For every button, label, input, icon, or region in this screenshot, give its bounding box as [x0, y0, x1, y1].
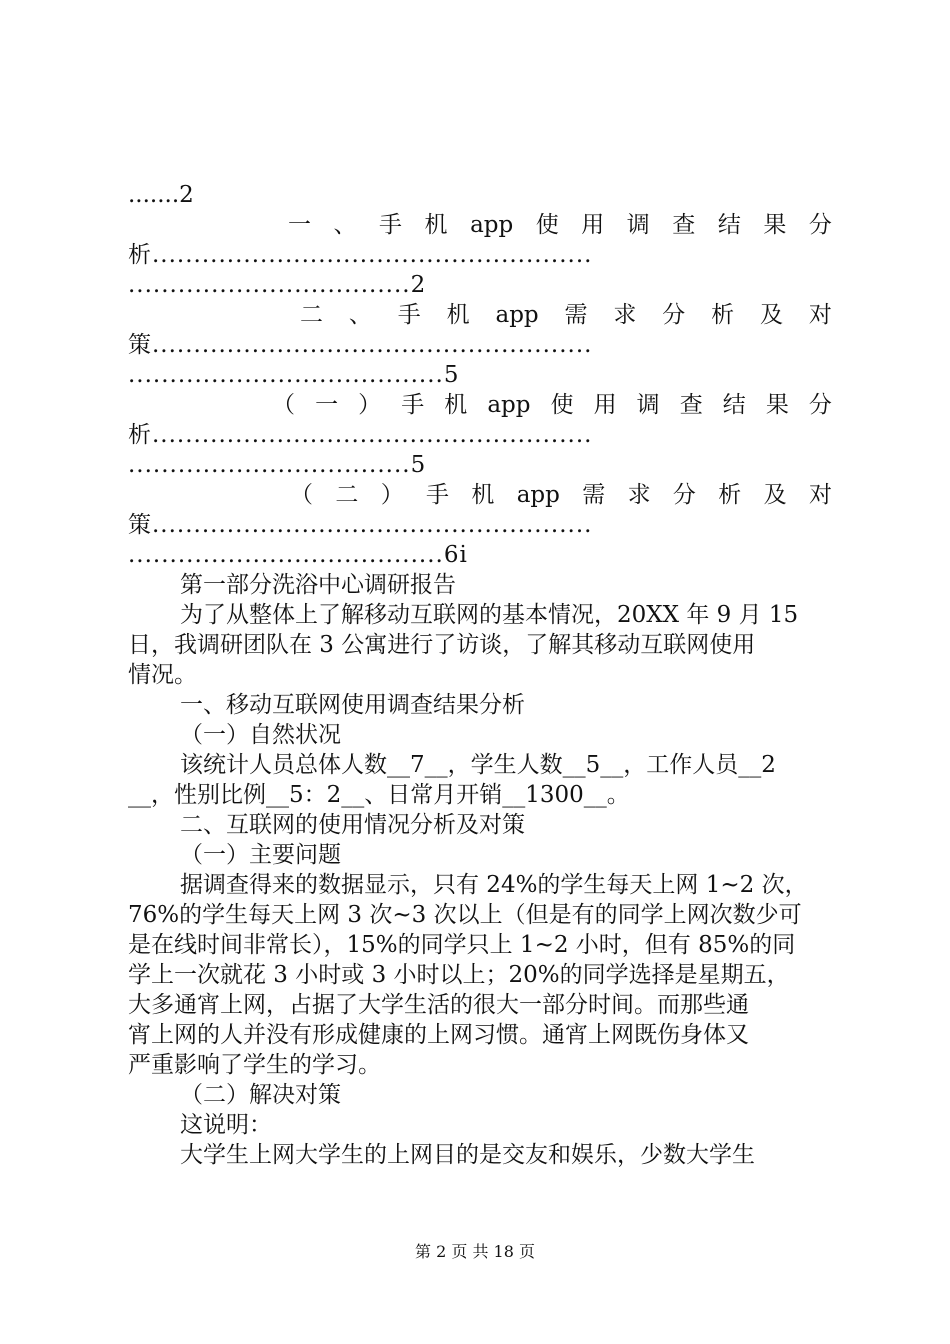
toc-heading-char: 求 [627, 482, 651, 508]
toc-continuation: .......2 [128, 182, 194, 208]
toc-heading-char: 果 [763, 212, 787, 238]
toc-heading-char: 调 [626, 212, 650, 238]
paragraph-line: __，性别比例__5：2__、日常月开销__1300__。 [128, 782, 630, 808]
toc-heading-char: 调 [636, 392, 660, 418]
paragraph-line: 76%的学生每天上网 3 次~3 次以上（但是有的同学上网次数少可 [128, 902, 802, 928]
toc-heading-char: 机 [444, 392, 468, 418]
toc-heading-char: ） [380, 482, 404, 508]
toc-heading-char: 分 [662, 302, 686, 328]
toc-heading-char: 结 [717, 212, 741, 238]
toc-heading-char: ） [358, 392, 382, 418]
toc-entry-4-page: ......................................6i [128, 542, 468, 568]
toc-heading-char: 机 [471, 482, 495, 508]
paragraph-line: 据调查得来的数据显示，只有 24%的学生每天上网 1~2 次， [180, 872, 808, 898]
toc-entry-1-page: ..................................2 [128, 272, 427, 298]
subsection-heading: （一）主要问题 [180, 842, 341, 868]
toc-heading-char: 分 [808, 392, 832, 418]
paragraph-line: 大学生上网大学生的上网目的是交友和娱乐，少数大学生 [180, 1142, 755, 1168]
toc-heading-char: 分 [808, 212, 832, 238]
toc-heading-char: （ [272, 392, 295, 418]
toc-heading-char: 查 [672, 212, 696, 238]
toc-entry-4-leader: 策..................................................... [128, 512, 593, 538]
toc-heading-char: 对 [808, 482, 832, 508]
toc-heading-char: 对 [808, 302, 832, 328]
toc-heading-char: 析 [711, 302, 735, 328]
toc-entry-2-heading[interactable] [300, 300, 832, 330]
toc-heading-char: 需 [564, 302, 588, 328]
toc-heading-char: 手 [379, 212, 403, 238]
toc-heading-char: 需 [582, 482, 606, 508]
toc-heading-char: 析 [718, 482, 742, 508]
paragraph-line: 严重影响了学生的学习。 [128, 1052, 381, 1078]
toc-heading-char: 、 [333, 212, 357, 238]
toc-entry-3-heading[interactable] [272, 390, 832, 420]
toc-entry-4-heading[interactable] [290, 480, 832, 510]
toc-heading-char: 机 [424, 212, 448, 238]
subsection-heading: （二）解决对策 [180, 1082, 341, 1108]
toc-heading-char: 及 [763, 482, 787, 508]
toc-heading-char: 分 [672, 482, 696, 508]
toc-heading-char: 、 [348, 302, 372, 328]
paragraph-line: 情况。 [128, 662, 197, 688]
toc-heading-char: 结 [722, 392, 746, 418]
toc-heading-char: 一 [288, 212, 311, 238]
toc-heading-char: 手 [397, 302, 421, 328]
toc-entry-1-leader: 析..................................................... [128, 242, 593, 268]
toc-heading-char: 果 [765, 392, 789, 418]
toc-heading-char: 及 [760, 302, 784, 328]
toc-heading-char: 手 [401, 392, 425, 418]
toc-entry-2-leader: 策..................................................... [128, 332, 593, 358]
subsection-heading: （一）自然状况 [180, 722, 341, 748]
section-heading-2: 二、互联网的使用情况分析及对策 [180, 812, 525, 838]
toc-entry-2-page: ......................................5 [128, 362, 460, 388]
paragraph-line: 大多通宵上网，占据了大学生活的很大一部分时间。而那些通 [128, 992, 749, 1018]
paragraph-line: 日，我调研团队在 3 公寓进行了访谈，了解其移动互联网使用 [128, 632, 756, 658]
paragraph-line: 这说明： [180, 1112, 272, 1138]
toc-heading-char: 手 [426, 482, 450, 508]
paragraph-line: 该统计人员总体人数__7__，学生人数__5__，工作人员__2 [180, 752, 776, 778]
page-footer: 第 2 页 共 18 页 [415, 1242, 535, 1261]
toc-entry-3-leader: 析..................................................... [128, 422, 593, 448]
toc-heading-char: 用 [593, 392, 617, 418]
toc-heading-char: （ [290, 482, 313, 508]
paragraph-line: 宵上网的人并没有形成健康的上网习惯。通宵上网既伤身体又 [128, 1022, 749, 1048]
toc-heading-char: app [516, 482, 560, 508]
part-title: 第一部分洗浴中心调研报告 [180, 572, 456, 598]
toc-entry-3-page: ..................................5 [128, 452, 427, 478]
toc-heading-char: 使 [535, 212, 559, 238]
toc-heading-char: 使 [550, 392, 574, 418]
toc-entry-1-heading[interactable] [288, 210, 832, 240]
paragraph-line: 是在线时间非常长），15%的同学只上 1~2 小时，但有 85%的同 [128, 932, 796, 958]
toc-heading-char: 机 [446, 302, 470, 328]
paragraph-line: 学上一次就花 3 小时或 3 小时以上；20%的同学选择是星期五， [128, 962, 790, 988]
toc-heading-char: 一 [315, 392, 339, 418]
toc-heading-char: 查 [679, 392, 703, 418]
section-heading-1: 一、移动互联网使用调查结果分析 [180, 692, 525, 718]
toc-heading-char: app [487, 392, 531, 418]
paragraph-line: 为了从整体上了解移动互联网的基本情况，20XX 年 9 月 15 [180, 602, 799, 628]
toc-heading-char: 用 [581, 212, 605, 238]
toc-heading-char: 二 [300, 302, 323, 328]
toc-heading-char: 求 [613, 302, 637, 328]
toc-heading-char: app [495, 302, 539, 328]
toc-heading-char: 二 [335, 482, 359, 508]
toc-heading-char: app [470, 212, 514, 238]
